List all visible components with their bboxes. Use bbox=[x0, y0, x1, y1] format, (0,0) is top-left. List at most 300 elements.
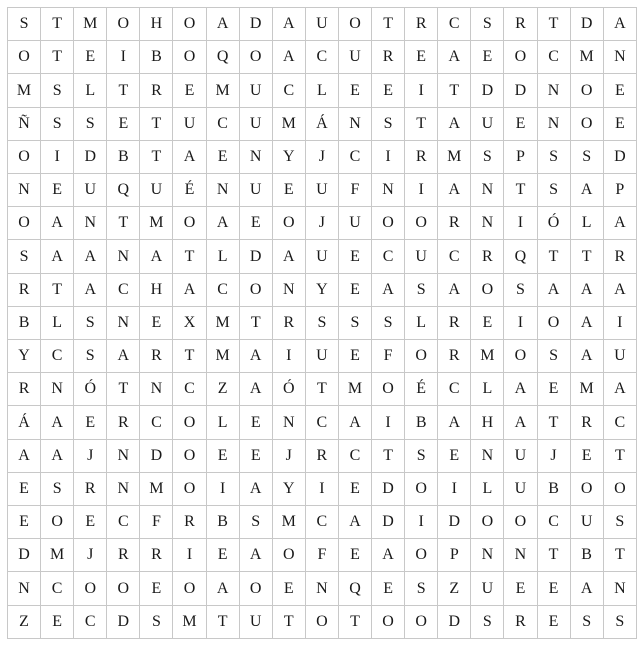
grid-cell[interactable]: B bbox=[537, 472, 570, 505]
grid-cell[interactable]: E bbox=[372, 572, 405, 605]
grid-cell[interactable]: T bbox=[537, 8, 570, 41]
grid-cell[interactable]: T bbox=[173, 340, 206, 373]
grid-cell[interactable]: E bbox=[173, 74, 206, 107]
grid-cell[interactable]: C bbox=[438, 8, 471, 41]
grid-cell[interactable]: Z bbox=[8, 605, 41, 638]
grid-cell[interactable]: D bbox=[372, 472, 405, 505]
grid-cell[interactable]: T bbox=[173, 240, 206, 273]
grid-cell[interactable]: O bbox=[405, 539, 438, 572]
grid-cell[interactable]: O bbox=[405, 472, 438, 505]
grid-cell[interactable]: N bbox=[74, 207, 107, 240]
grid-cell[interactable]: M bbox=[338, 373, 371, 406]
grid-cell[interactable]: Ñ bbox=[8, 107, 41, 140]
grid-cell[interactable]: R bbox=[504, 605, 537, 638]
grid-cell[interactable]: J bbox=[74, 439, 107, 472]
grid-cell[interactable]: T bbox=[206, 605, 239, 638]
grid-cell[interactable]: H bbox=[140, 273, 173, 306]
grid-cell[interactable]: O bbox=[239, 572, 272, 605]
grid-cell[interactable]: A bbox=[372, 539, 405, 572]
grid-cell[interactable]: S bbox=[570, 605, 603, 638]
grid-cell[interactable]: F bbox=[372, 340, 405, 373]
grid-cell[interactable]: O bbox=[372, 605, 405, 638]
grid-cell[interactable]: I bbox=[504, 207, 537, 240]
grid-cell[interactable]: J bbox=[74, 539, 107, 572]
grid-cell[interactable]: M bbox=[206, 340, 239, 373]
grid-cell[interactable]: O bbox=[8, 41, 41, 74]
grid-cell[interactable]: L bbox=[570, 207, 603, 240]
grid-cell[interactable]: N bbox=[305, 572, 338, 605]
grid-cell[interactable]: D bbox=[504, 74, 537, 107]
grid-cell[interactable]: U bbox=[173, 107, 206, 140]
grid-cell[interactable]: E bbox=[537, 572, 570, 605]
grid-cell[interactable]: L bbox=[74, 74, 107, 107]
grid-cell[interactable]: R bbox=[603, 240, 636, 273]
grid-cell[interactable]: N bbox=[107, 439, 140, 472]
grid-cell[interactable]: Q bbox=[504, 240, 537, 273]
grid-cell[interactable]: M bbox=[570, 373, 603, 406]
grid-cell[interactable]: E bbox=[372, 74, 405, 107]
grid-cell[interactable]: N bbox=[504, 539, 537, 572]
grid-cell[interactable]: N bbox=[372, 174, 405, 207]
grid-cell[interactable]: O bbox=[8, 207, 41, 240]
grid-cell[interactable]: E bbox=[338, 472, 371, 505]
grid-cell[interactable]: E bbox=[537, 605, 570, 638]
grid-cell[interactable]: I bbox=[372, 406, 405, 439]
grid-cell[interactable]: Y bbox=[305, 273, 338, 306]
grid-cell[interactable]: M bbox=[74, 8, 107, 41]
grid-cell[interactable]: S bbox=[471, 605, 504, 638]
grid-cell[interactable]: R bbox=[173, 506, 206, 539]
grid-cell[interactable]: É bbox=[173, 174, 206, 207]
grid-cell[interactable]: R bbox=[140, 539, 173, 572]
grid-cell[interactable]: O bbox=[504, 340, 537, 373]
grid-cell[interactable]: N bbox=[272, 406, 305, 439]
grid-cell[interactable]: A bbox=[537, 273, 570, 306]
grid-cell[interactable]: O bbox=[603, 472, 636, 505]
grid-cell[interactable]: O bbox=[471, 273, 504, 306]
grid-cell[interactable]: D bbox=[239, 240, 272, 273]
grid-cell[interactable]: D bbox=[372, 506, 405, 539]
grid-cell[interactable]: U bbox=[305, 240, 338, 273]
grid-cell[interactable]: A bbox=[438, 406, 471, 439]
grid-cell[interactable]: E bbox=[206, 140, 239, 173]
grid-cell[interactable]: D bbox=[239, 8, 272, 41]
grid-cell[interactable]: N bbox=[471, 539, 504, 572]
grid-cell[interactable]: O bbox=[372, 373, 405, 406]
grid-cell[interactable]: O bbox=[272, 207, 305, 240]
grid-cell[interactable]: C bbox=[107, 273, 140, 306]
grid-cell[interactable]: T bbox=[140, 140, 173, 173]
grid-cell[interactable]: E bbox=[206, 539, 239, 572]
grid-cell[interactable]: E bbox=[405, 41, 438, 74]
grid-cell[interactable]: C bbox=[74, 605, 107, 638]
grid-cell[interactable]: N bbox=[8, 572, 41, 605]
grid-cell[interactable]: O bbox=[173, 8, 206, 41]
grid-cell[interactable]: N bbox=[140, 373, 173, 406]
grid-cell[interactable]: T bbox=[537, 406, 570, 439]
grid-cell[interactable]: Q bbox=[206, 41, 239, 74]
grid-cell[interactable]: Y bbox=[272, 140, 305, 173]
grid-cell[interactable]: O bbox=[570, 107, 603, 140]
grid-cell[interactable]: Q bbox=[338, 572, 371, 605]
grid-cell[interactable]: A bbox=[603, 273, 636, 306]
grid-cell[interactable]: Q bbox=[107, 174, 140, 207]
grid-cell[interactable]: E bbox=[338, 340, 371, 373]
grid-cell[interactable]: S bbox=[537, 174, 570, 207]
grid-cell[interactable]: A bbox=[74, 273, 107, 306]
grid-cell[interactable]: T bbox=[603, 539, 636, 572]
grid-cell[interactable]: A bbox=[41, 406, 74, 439]
grid-cell[interactable]: C bbox=[537, 506, 570, 539]
grid-cell[interactable]: U bbox=[603, 340, 636, 373]
grid-cell[interactable]: I bbox=[173, 539, 206, 572]
grid-cell[interactable]: F bbox=[140, 506, 173, 539]
grid-cell[interactable]: C bbox=[41, 572, 74, 605]
grid-cell[interactable]: S bbox=[471, 140, 504, 173]
grid-cell[interactable]: O bbox=[504, 41, 537, 74]
grid-cell[interactable]: O bbox=[8, 140, 41, 173]
grid-cell[interactable]: S bbox=[372, 107, 405, 140]
grid-cell[interactable]: R bbox=[107, 406, 140, 439]
grid-cell[interactable]: N bbox=[471, 174, 504, 207]
grid-cell[interactable]: A bbox=[438, 174, 471, 207]
grid-cell[interactable]: A bbox=[239, 539, 272, 572]
grid-cell[interactable]: N bbox=[603, 41, 636, 74]
grid-cell[interactable]: A bbox=[41, 207, 74, 240]
grid-cell[interactable]: H bbox=[140, 8, 173, 41]
grid-cell[interactable]: E bbox=[272, 174, 305, 207]
grid-cell[interactable]: U bbox=[239, 107, 272, 140]
grid-cell[interactable]: F bbox=[305, 539, 338, 572]
grid-cell[interactable]: A bbox=[504, 406, 537, 439]
grid-cell[interactable]: U bbox=[338, 41, 371, 74]
grid-cell[interactable]: I bbox=[405, 174, 438, 207]
grid-cell[interactable]: T bbox=[438, 74, 471, 107]
grid-cell[interactable]: L bbox=[305, 74, 338, 107]
grid-cell[interactable]: S bbox=[603, 605, 636, 638]
grid-cell[interactable]: A bbox=[140, 240, 173, 273]
grid-cell[interactable]: N bbox=[471, 439, 504, 472]
grid-cell[interactable]: E bbox=[239, 406, 272, 439]
grid-cell[interactable]: N bbox=[206, 174, 239, 207]
grid-cell[interactable]: I bbox=[372, 140, 405, 173]
grid-cell[interactable]: C bbox=[537, 41, 570, 74]
grid-cell[interactable]: T bbox=[372, 439, 405, 472]
grid-cell[interactable]: L bbox=[405, 306, 438, 339]
grid-cell[interactable]: E bbox=[438, 439, 471, 472]
grid-cell[interactable]: S bbox=[537, 140, 570, 173]
grid-cell[interactable]: A bbox=[603, 207, 636, 240]
grid-cell[interactable]: N bbox=[537, 74, 570, 107]
grid-cell[interactable]: E bbox=[338, 539, 371, 572]
grid-cell[interactable]: N bbox=[537, 107, 570, 140]
grid-cell[interactable]: S bbox=[504, 273, 537, 306]
grid-cell[interactable]: U bbox=[305, 340, 338, 373]
grid-cell[interactable]: A bbox=[570, 306, 603, 339]
grid-cell[interactable]: O bbox=[405, 340, 438, 373]
grid-cell[interactable]: B bbox=[405, 406, 438, 439]
grid-cell[interactable]: U bbox=[74, 174, 107, 207]
grid-cell[interactable]: T bbox=[537, 240, 570, 273]
grid-cell[interactable]: O bbox=[239, 273, 272, 306]
grid-cell[interactable]: U bbox=[338, 207, 371, 240]
grid-cell[interactable]: A bbox=[239, 373, 272, 406]
grid-cell[interactable]: E bbox=[74, 406, 107, 439]
grid-cell[interactable]: N bbox=[338, 107, 371, 140]
grid-cell[interactable]: O bbox=[173, 207, 206, 240]
grid-cell[interactable]: Ó bbox=[74, 373, 107, 406]
grid-cell[interactable]: M bbox=[272, 107, 305, 140]
grid-cell[interactable]: T bbox=[405, 107, 438, 140]
grid-cell[interactable]: O bbox=[471, 506, 504, 539]
grid-cell[interactable]: M bbox=[140, 207, 173, 240]
grid-cell[interactable]: O bbox=[305, 605, 338, 638]
grid-cell[interactable]: C bbox=[338, 439, 371, 472]
grid-cell[interactable]: Y bbox=[8, 340, 41, 373]
grid-cell[interactable]: T bbox=[41, 41, 74, 74]
letter-grid[interactable] bbox=[7, 7, 637, 639]
grid-cell[interactable]: U bbox=[305, 174, 338, 207]
grid-cell[interactable]: E bbox=[41, 605, 74, 638]
grid-cell[interactable]: A bbox=[570, 572, 603, 605]
grid-cell[interactable]: B bbox=[206, 506, 239, 539]
grid-cell[interactable]: R bbox=[272, 306, 305, 339]
grid-cell[interactable]: T bbox=[140, 107, 173, 140]
grid-cell[interactable]: C bbox=[305, 506, 338, 539]
grid-cell[interactable]: C bbox=[206, 107, 239, 140]
grid-cell[interactable]: Á bbox=[305, 107, 338, 140]
grid-cell[interactable]: E bbox=[74, 506, 107, 539]
grid-cell[interactable]: U bbox=[570, 506, 603, 539]
grid-cell[interactable]: T bbox=[239, 306, 272, 339]
grid-cell[interactable]: A bbox=[74, 240, 107, 273]
grid-cell[interactable]: Z bbox=[206, 373, 239, 406]
grid-cell[interactable]: I bbox=[206, 472, 239, 505]
grid-cell[interactable]: T bbox=[504, 174, 537, 207]
grid-cell[interactable]: C bbox=[41, 340, 74, 373]
grid-cell[interactable]: T bbox=[338, 605, 371, 638]
grid-cell[interactable]: E bbox=[471, 41, 504, 74]
grid-cell[interactable]: R bbox=[140, 74, 173, 107]
grid-cell[interactable]: U bbox=[140, 174, 173, 207]
grid-cell[interactable]: E bbox=[140, 306, 173, 339]
grid-cell[interactable]: D bbox=[74, 140, 107, 173]
grid-cell[interactable]: F bbox=[338, 174, 371, 207]
grid-cell[interactable]: S bbox=[74, 306, 107, 339]
grid-cell[interactable]: U bbox=[239, 605, 272, 638]
grid-cell[interactable]: T bbox=[41, 273, 74, 306]
grid-cell[interactable]: C bbox=[206, 273, 239, 306]
grid-cell[interactable]: J bbox=[537, 439, 570, 472]
grid-cell[interactable]: R bbox=[372, 41, 405, 74]
grid-cell[interactable]: A bbox=[570, 273, 603, 306]
grid-cell[interactable]: L bbox=[206, 240, 239, 273]
grid-cell[interactable]: S bbox=[8, 240, 41, 273]
grid-cell[interactable]: S bbox=[239, 506, 272, 539]
grid-cell[interactable]: N bbox=[107, 240, 140, 273]
grid-cell[interactable]: O bbox=[504, 506, 537, 539]
grid-cell[interactable]: E bbox=[338, 74, 371, 107]
grid-cell[interactable]: H bbox=[471, 406, 504, 439]
grid-cell[interactable]: M bbox=[8, 74, 41, 107]
grid-cell[interactable]: S bbox=[74, 340, 107, 373]
grid-cell[interactable]: S bbox=[603, 506, 636, 539]
grid-cell[interactable]: A bbox=[570, 340, 603, 373]
grid-cell[interactable]: T bbox=[603, 439, 636, 472]
grid-cell[interactable]: X bbox=[173, 306, 206, 339]
grid-cell[interactable]: A bbox=[603, 373, 636, 406]
grid-cell[interactable]: B bbox=[8, 306, 41, 339]
grid-cell[interactable]: S bbox=[405, 572, 438, 605]
grid-cell[interactable]: U bbox=[504, 439, 537, 472]
grid-cell[interactable]: R bbox=[8, 273, 41, 306]
grid-cell[interactable]: C bbox=[338, 140, 371, 173]
grid-cell[interactable]: O bbox=[173, 472, 206, 505]
grid-cell[interactable]: S bbox=[74, 107, 107, 140]
grid-cell[interactable]: N bbox=[471, 207, 504, 240]
grid-cell[interactable]: I bbox=[603, 306, 636, 339]
grid-cell[interactable]: T bbox=[305, 373, 338, 406]
grid-cell[interactable]: D bbox=[8, 539, 41, 572]
grid-cell[interactable]: R bbox=[405, 140, 438, 173]
grid-cell[interactable]: M bbox=[570, 41, 603, 74]
grid-cell[interactable]: O bbox=[173, 439, 206, 472]
grid-cell[interactable]: M bbox=[206, 306, 239, 339]
grid-cell[interactable]: M bbox=[272, 506, 305, 539]
grid-cell[interactable]: O bbox=[570, 472, 603, 505]
grid-cell[interactable]: B bbox=[107, 140, 140, 173]
grid-cell[interactable]: R bbox=[438, 306, 471, 339]
grid-cell[interactable]: P bbox=[603, 174, 636, 207]
grid-cell[interactable]: U bbox=[305, 8, 338, 41]
grid-cell[interactable]: D bbox=[570, 8, 603, 41]
grid-cell[interactable]: E bbox=[603, 74, 636, 107]
grid-cell[interactable]: C bbox=[305, 406, 338, 439]
grid-cell[interactable]: O bbox=[173, 572, 206, 605]
grid-cell[interactable]: T bbox=[107, 207, 140, 240]
grid-cell[interactable]: O bbox=[537, 306, 570, 339]
grid-cell[interactable]: B bbox=[570, 539, 603, 572]
grid-cell[interactable]: U bbox=[239, 74, 272, 107]
grid-cell[interactable]: N bbox=[107, 306, 140, 339]
grid-cell[interactable]: M bbox=[206, 74, 239, 107]
grid-cell[interactable]: O bbox=[272, 539, 305, 572]
grid-cell[interactable]: E bbox=[140, 572, 173, 605]
grid-cell[interactable]: O bbox=[338, 8, 371, 41]
grid-cell[interactable]: O bbox=[173, 41, 206, 74]
grid-cell[interactable]: D bbox=[438, 605, 471, 638]
grid-cell[interactable]: A bbox=[372, 273, 405, 306]
grid-cell[interactable]: O bbox=[372, 207, 405, 240]
grid-cell[interactable]: A bbox=[173, 273, 206, 306]
grid-cell[interactable]: S bbox=[8, 8, 41, 41]
grid-cell[interactable]: A bbox=[206, 207, 239, 240]
grid-cell[interactable]: S bbox=[41, 74, 74, 107]
grid-cell[interactable]: Ó bbox=[537, 207, 570, 240]
grid-cell[interactable]: O bbox=[107, 8, 140, 41]
grid-cell[interactable]: A bbox=[239, 472, 272, 505]
grid-cell[interactable]: E bbox=[41, 174, 74, 207]
grid-cell[interactable]: R bbox=[305, 439, 338, 472]
grid-cell[interactable]: A bbox=[570, 174, 603, 207]
grid-cell[interactable]: E bbox=[504, 107, 537, 140]
grid-cell[interactable]: A bbox=[438, 273, 471, 306]
grid-cell[interactable]: A bbox=[206, 572, 239, 605]
grid-cell[interactable]: N bbox=[603, 572, 636, 605]
grid-cell[interactable]: A bbox=[206, 8, 239, 41]
grid-cell[interactable]: D bbox=[107, 605, 140, 638]
grid-cell[interactable]: N bbox=[272, 273, 305, 306]
grid-cell[interactable]: O bbox=[74, 572, 107, 605]
grid-cell[interactable]: I bbox=[272, 340, 305, 373]
grid-cell[interactable]: Y bbox=[272, 472, 305, 505]
grid-cell[interactable]: Á bbox=[8, 406, 41, 439]
grid-cell[interactable]: C bbox=[140, 406, 173, 439]
grid-cell[interactable]: N bbox=[239, 140, 272, 173]
grid-cell[interactable]: S bbox=[405, 439, 438, 472]
grid-cell[interactable]: A bbox=[173, 140, 206, 173]
grid-cell[interactable]: B bbox=[140, 41, 173, 74]
grid-cell[interactable]: I bbox=[41, 140, 74, 173]
grid-cell[interactable]: O bbox=[405, 605, 438, 638]
grid-cell[interactable]: R bbox=[74, 472, 107, 505]
grid-cell[interactable]: O bbox=[405, 207, 438, 240]
grid-cell[interactable]: M bbox=[438, 140, 471, 173]
grid-cell[interactable]: Z bbox=[438, 572, 471, 605]
grid-cell[interactable]: A bbox=[239, 340, 272, 373]
grid-cell[interactable]: S bbox=[405, 273, 438, 306]
grid-cell[interactable]: E bbox=[504, 572, 537, 605]
grid-cell[interactable]: A bbox=[107, 340, 140, 373]
grid-cell[interactable]: C bbox=[107, 506, 140, 539]
grid-cell[interactable]: T bbox=[41, 8, 74, 41]
grid-cell[interactable]: I bbox=[405, 74, 438, 107]
grid-cell[interactable]: R bbox=[570, 406, 603, 439]
grid-cell[interactable]: Ó bbox=[272, 373, 305, 406]
grid-cell[interactable]: E bbox=[603, 107, 636, 140]
grid-cell[interactable]: E bbox=[537, 373, 570, 406]
grid-cell[interactable]: S bbox=[372, 306, 405, 339]
grid-cell[interactable]: D bbox=[140, 439, 173, 472]
grid-cell[interactable]: U bbox=[405, 240, 438, 273]
grid-cell[interactable]: E bbox=[338, 273, 371, 306]
grid-cell[interactable]: C bbox=[603, 406, 636, 439]
grid-cell[interactable]: R bbox=[8, 373, 41, 406]
grid-cell[interactable]: E bbox=[239, 439, 272, 472]
grid-cell[interactable]: C bbox=[438, 373, 471, 406]
grid-cell[interactable]: R bbox=[405, 8, 438, 41]
grid-cell[interactable]: R bbox=[504, 8, 537, 41]
grid-cell[interactable]: A bbox=[338, 406, 371, 439]
grid-cell[interactable]: P bbox=[504, 140, 537, 173]
grid-cell[interactable]: I bbox=[504, 306, 537, 339]
grid-cell[interactable]: S bbox=[41, 472, 74, 505]
grid-cell[interactable]: O bbox=[239, 41, 272, 74]
grid-cell[interactable]: O bbox=[41, 506, 74, 539]
grid-cell[interactable]: U bbox=[471, 107, 504, 140]
grid-cell[interactable]: E bbox=[206, 439, 239, 472]
grid-cell[interactable]: S bbox=[140, 605, 173, 638]
grid-cell[interactable]: O bbox=[107, 572, 140, 605]
grid-cell[interactable]: S bbox=[537, 340, 570, 373]
grid-cell[interactable]: D bbox=[471, 74, 504, 107]
grid-cell[interactable]: A bbox=[272, 8, 305, 41]
grid-cell[interactable]: L bbox=[471, 472, 504, 505]
grid-cell[interactable]: A bbox=[438, 107, 471, 140]
grid-cell[interactable]: S bbox=[570, 140, 603, 173]
grid-cell[interactable]: U bbox=[239, 174, 272, 207]
grid-cell[interactable]: I bbox=[438, 472, 471, 505]
